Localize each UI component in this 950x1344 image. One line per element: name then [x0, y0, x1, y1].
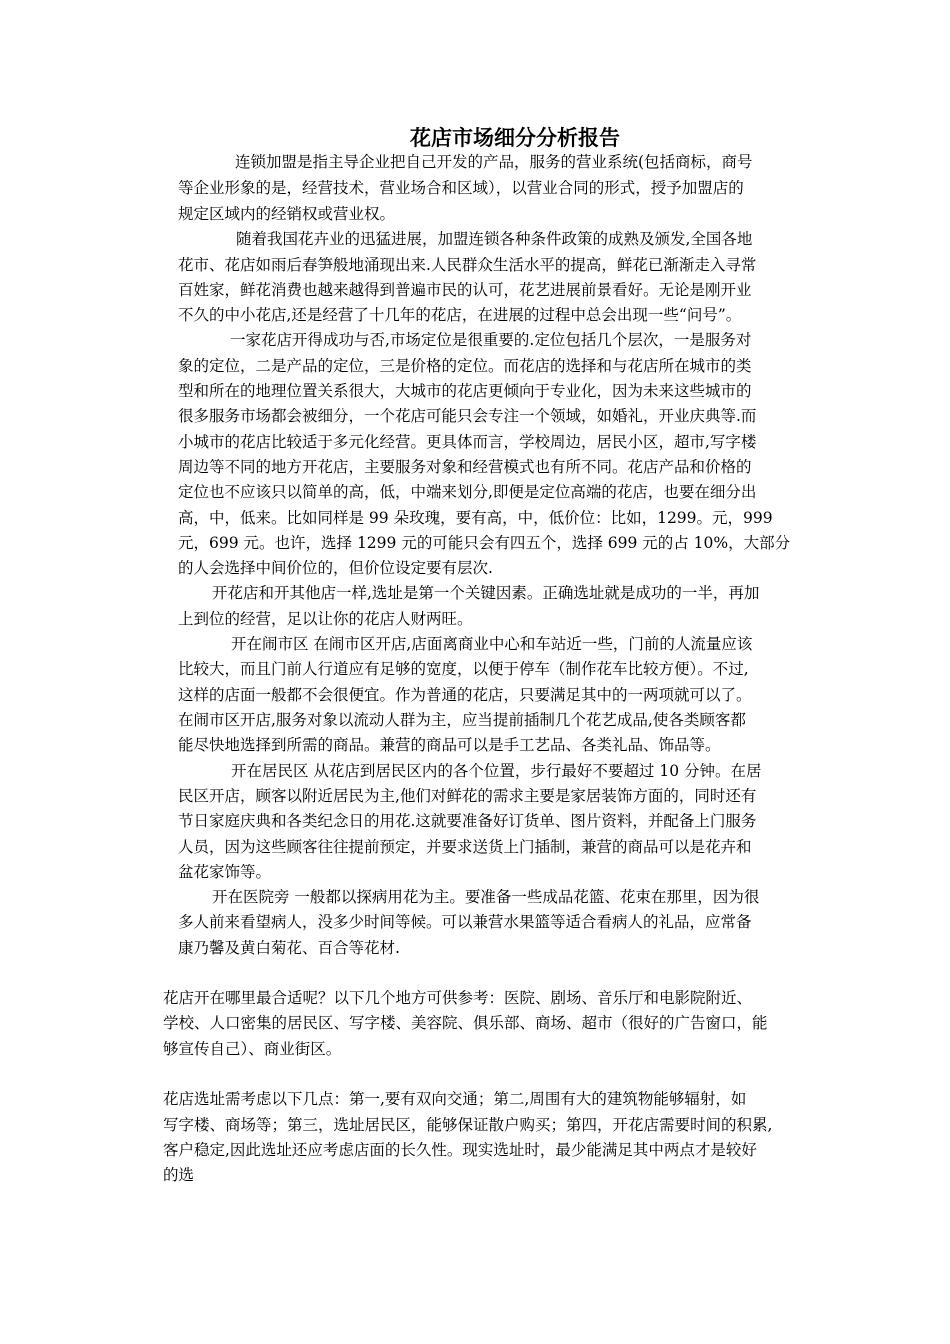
body-line: 的人会选择中间价位的，但价位设定要有层次. — [178, 559, 493, 577]
body-line: 象的定位，二是产品的定位，三是价格的定位。而花店的选择和与花店所在城市的类 — [178, 357, 752, 375]
body-line: 民区开店，顾客以附近居民为主,他们对鲜花的需求主要是家居装饰方面的，同时还有 — [178, 787, 757, 805]
body-line: 一家花店开得成功与否,市场定位是很重要的.定位包括几个层次，一是服务对 — [230, 331, 752, 349]
body-line: 随着我国花卉业的迅猛进展，加盟连锁各种条件政策的成熟及颁发,全国各地 — [236, 230, 753, 248]
body-line: 花市、花店如雨后春笋般地涌现出来.人民群众生活水平的提高，鲜花已渐渐走入寻常 — [178, 256, 757, 274]
body-line: 上到位的经营，足以让你的花店人财两旺。 — [178, 610, 473, 628]
body-line: 百姓家，鲜花消费也越来越得到普遍市民的认可，花艺进展前景看好。无论是刚开业 — [178, 281, 752, 299]
body-line: 花店开在哪里最合适呢？以下几个地方可供参考：医院、剧场、音乐厅和电影院附近、 — [163, 989, 753, 1007]
body-line: 开花店和开其他店一样,选址是第一个关键因素。正确选址就是成功的一半，再加 — [212, 584, 760, 602]
body-line: 比较大，而且门前人行道应有足够的宽度，以便于停车（制作花车比较方便）。不过, — [178, 660, 749, 678]
body-line: 规定区域内的经销权或营业权。 — [178, 205, 396, 223]
body-line: 小城市的花店比较适于多元化经营。更具体而言，学校周边，居民小区，超市,写字楼 — [178, 433, 757, 451]
body-line: 康乃馨及黄白菊花、百合等花材. — [178, 939, 400, 957]
body-line: 开在医院旁 一般都以探病用花为主。要准备一些成品花篮、花束在那里，因为很 — [212, 888, 760, 906]
body-line: 能尽快地选择到所需的商品。兼营的商品可以是手工艺品、各类礼品、饰品等。 — [178, 736, 721, 754]
body-line: 客户稳定,因此选址还应考虑店面的长久性。现实选址时，最少能满足其中两点才是较好 — [163, 1141, 757, 1159]
body-line: 定位也不应该只以简单的高，低，中端来划分,即便是定位高端的花店，也要在细分出 — [178, 483, 757, 501]
body-line: 型和所在的地理位置关系很大，大城市的花店更倾向于专业化，因为未来这些城市的 — [178, 382, 752, 400]
body-line: 盆花家饰等。 — [178, 863, 272, 881]
body-line: 不久的中小花店,还是经营了十几年的花店，在进展的过程中总会出现一些“问号”。 — [178, 306, 742, 324]
body-line: 元，699 元。也许，选择 1299 元的可能只会有四五个，选择 699 元的占 10%，大部分 — [178, 534, 791, 552]
body-line: 连锁加盟是指主导企业把自己开发的产品，服务的营业系统(包括商标，商号 — [235, 153, 753, 171]
body-line: 够宣传自己）、商业街区。 — [163, 1040, 342, 1058]
body-line: 的选 — [163, 1166, 195, 1184]
body-line: 很多服务市场都会被细分，一个花店可能只会专注一个领域，如婚礼，开业庆典等.而 — [178, 407, 757, 425]
body-line: 周边等不同的地方开花店，主要服务对象和经营模式也有所不同。花店产品和价格的 — [178, 458, 752, 476]
document-title: 花店市场细分分析报告 — [410, 126, 620, 150]
body-line: 等企业形象的是，经营技术，营业场合和区域），以营业合同的形式，授予加盟店的 — [178, 179, 744, 197]
body-line: 这样的店面一般都不会很便宜。作为普通的花店，只要满足其中的一两项就可以了。 — [178, 686, 752, 704]
body-line: 在闹市区开店,服务对象以流动人群为主，应当提前插制几个花艺成品,使各类顾客都 — [178, 711, 746, 729]
body-line: 开在闹市区 在闹市区开店,店面离商业中心和车站近一些，门前的人流量应该 — [231, 635, 753, 653]
body-line: 学校、人口密集的居民区、写字楼、美容院、俱乐部、商场、超市（很好的广告窗口，能 — [163, 1014, 768, 1032]
body-line: 节日家庭庆典和各类纪念日的用花.这就要准备好订货单、图片资料，并配备上门服务 — [178, 812, 757, 830]
body-line: 花店选址需考虑以下几点：第一,要有双向交通；第二,周围有大的建筑物能够辐射，如 — [163, 1090, 747, 1108]
body-line: 开在居民区 从花店到居民区内的各个位置，步行最好不要超过 10 分钟。在居 — [231, 762, 762, 780]
body-line: 高，中，低来。比如同样是 99 朵玫瑰，要有高，中，低价位：比如，1299。元，999 — [178, 509, 773, 527]
body-line: 多人前来看望病人，没多少时间等候。可以兼营水果篮等适合看病人的礼品，应常备 — [178, 913, 752, 931]
body-line: 写字楼、商场等；第三，选址居民区，能够保证散户购买；第四，开花店需要时间的积累, — [163, 1116, 773, 1134]
body-line: 人员，因为这些顾客往往提前预定，并要求送货上门插制，兼营的商品可以是花卉和 — [178, 838, 752, 856]
